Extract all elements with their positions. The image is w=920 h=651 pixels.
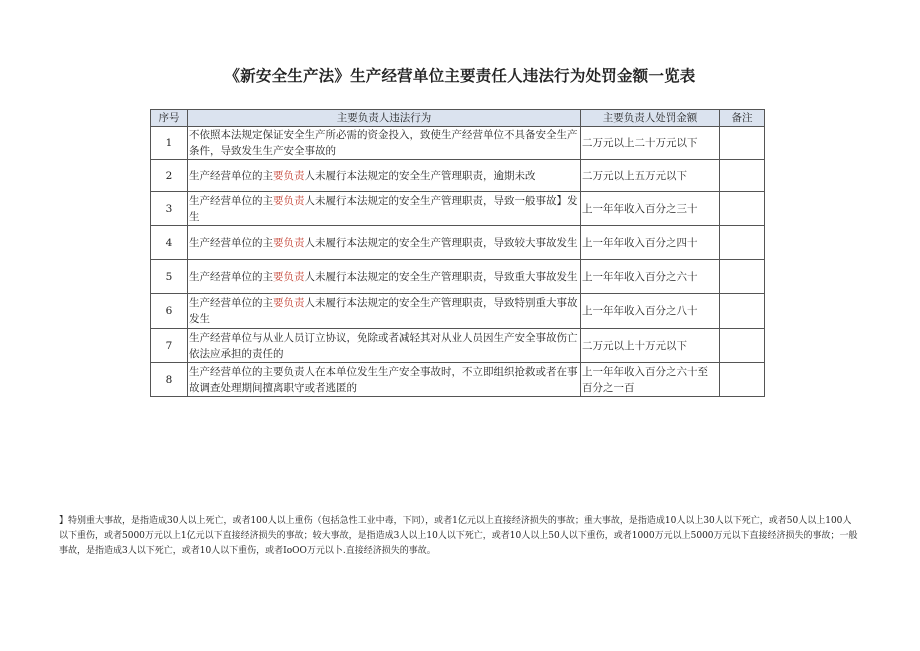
behavior-text: 生产经营单位的主 <box>189 297 273 309</box>
table-header-row <box>151 110 765 127</box>
row-index: 3 <box>151 192 188 226</box>
header-behavior: 主要负责人违法行为 <box>188 110 581 127</box>
penalty-table <box>150 109 765 397</box>
row-behavior: 生产经营单位与从业人员订立协议，免除或者减轻其对从业人员因生产安全事故伤亡依法应承担的责任的 <box>188 329 581 363</box>
row-remark <box>720 260 765 294</box>
behavior-text: 生产经营单位的主 <box>189 194 273 207</box>
table-row <box>151 192 765 226</box>
behavior-highlight: 要负责 <box>273 194 305 207</box>
row-index: 6 <box>151 294 188 329</box>
header-index: 序号 <box>151 110 188 127</box>
behavior-text: 生产经营单位的主 <box>189 270 273 283</box>
row-penalty: 二万元以上十万元以下 <box>581 329 720 363</box>
row-penalty: 上一年年收入百分之八十 <box>581 294 720 329</box>
row-behavior <box>188 192 581 226</box>
row-remark <box>720 192 765 226</box>
behavior-highlight: 要负责 <box>273 297 305 309</box>
row-penalty: 二万元以上二十万元以下 <box>581 127 720 160</box>
row-remark <box>720 363 765 397</box>
row-penalty: 上一年年收入百分之三十 <box>581 192 720 226</box>
table-row <box>151 127 765 160</box>
row-penalty: 上一年年收入百分之六十至百分之一百 <box>581 363 720 397</box>
row-penalty: 上一年年收入百分之六十 <box>581 260 720 294</box>
row-behavior <box>188 294 581 329</box>
behavior-text: 人未履行本法规定的安全生产管理职责，导致一般事故】发生 <box>189 194 578 223</box>
footnote: 】特别重大事故，是指造成30人以上死亡，或者100人以上重伤（包括急性工业中毒，下同），或者1亿元以上直接经济损失的事故；重大事故，是指造成10人以上30人以下死亡，或者50人以上100人以下重伤，或者5000万元以上1亿元以下直接经济损失的事故；较大事故，是指造成3人以上10人以下死亡，或者10人以上50人以下重伤，或者1000万元以上5000万元以下直接经济损失的事故；一般事故，是指造成3人以下死亡，或者10人以下重伤，或者IoOO万元以卜.直接经济损失的事故。 <box>59 516 858 556</box>
row-remark <box>720 226 765 260</box>
row-behavior: 生产经营单位的主要负责人在本单位发生生产安全事故时，不立即组织抢救或者在事故调查处理期间擅离职守或者逃匿的 <box>188 363 581 397</box>
row-remark <box>720 160 765 192</box>
row-index: 8 <box>151 363 188 397</box>
row-index: 1 <box>151 127 188 160</box>
row-remark <box>720 127 765 160</box>
row-index: 2 <box>151 160 188 192</box>
row-behavior <box>188 260 581 294</box>
header-remark: 备注 <box>720 110 765 127</box>
behavior-text: 生产经营单位的主 <box>189 236 273 249</box>
table-row <box>151 226 765 260</box>
row-penalty: 上一年年收入百分之四十 <box>581 226 720 260</box>
row-behavior: 不依照本法规定保证安全生产所必需的资金投入，致使生产经营单位不具备安全生产条件，导致发生生产安全事故的 <box>188 127 581 160</box>
row-index: 7 <box>151 329 188 363</box>
behavior-text: 生产经营单位的主 <box>189 169 273 182</box>
behavior-highlight: 要负责 <box>273 236 305 249</box>
row-penalty: 二万元以上五万元以下 <box>581 160 720 192</box>
behavior-highlight: 要负责 <box>273 270 305 283</box>
row-remark <box>720 294 765 329</box>
table-row <box>151 294 765 329</box>
behavior-text: 人未履行本法规定的安全生产管理职责，逾期未改 <box>304 169 536 182</box>
row-behavior <box>188 160 581 192</box>
behavior-text: 人未履行本法规定的安全生产管理职责，导致较大事故发生 <box>304 236 578 249</box>
behavior-text: 人未履行本法规定的安全生产管理职责，导致重大事故发生 <box>304 270 578 283</box>
behavior-highlight: 要负责 <box>273 169 305 182</box>
table-row <box>151 329 765 363</box>
row-index: 4 <box>151 226 188 260</box>
table-row <box>151 260 765 294</box>
header-penalty: 主要负责人处罚金额 <box>581 110 720 127</box>
table-row <box>151 363 765 397</box>
row-behavior <box>188 226 581 260</box>
document-title: 《新安全生产法》生产经营单位主要责任人违法行为处罚金额一览表 <box>224 67 696 85</box>
row-index: 5 <box>151 260 188 294</box>
behavior-text: 人未履行本法规定的安全生产管理职责，导致特别重大事故发生 <box>189 297 578 325</box>
row-remark <box>720 329 765 363</box>
table-row <box>151 160 765 192</box>
